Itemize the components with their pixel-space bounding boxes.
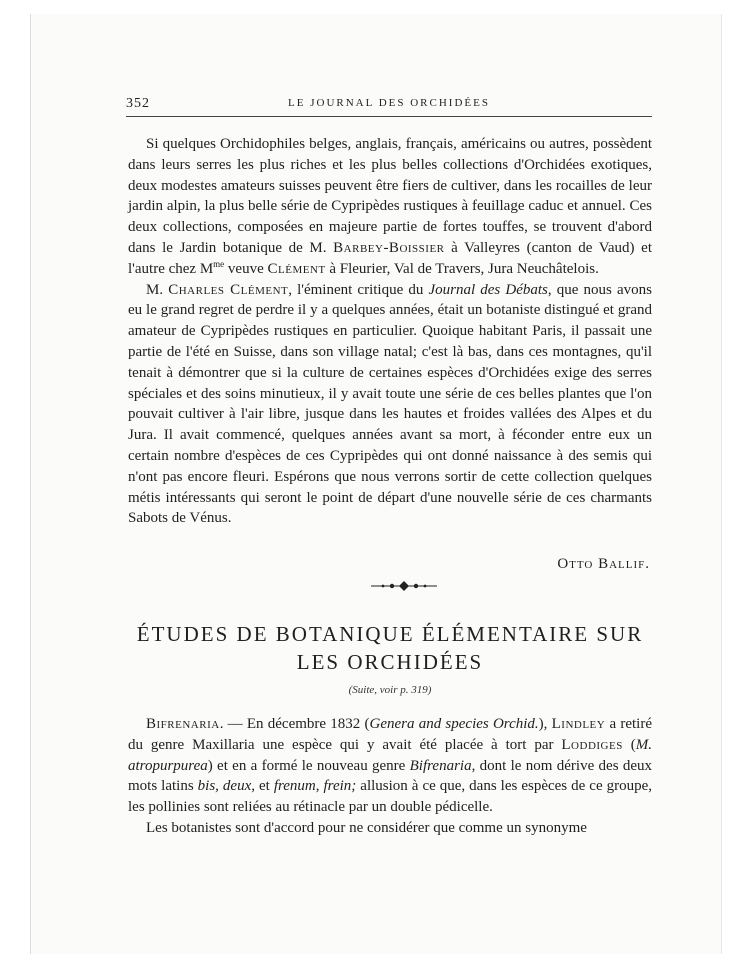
- text-run: . — En décembre 1832 (: [219, 716, 370, 732]
- text-run: Si quelques Orchidophiles belges, anglais, français, américains ou autres, possèdent dans leurs serres les plus riches et les plus belles collections d'Orchidées exotiques, deux modestes amateurs suisses peuvent être fiers de cultiver, dans les rocailles de leur jardin alpin, la plus belle série de Cypripèdes rustiques à feuillage caduc et annuel. Ces deux collections, composées en majeure partie de fortes touffes, se trouvent d'abord dans le Jardin botanique de M.: [128, 136, 652, 256]
- genus-name: Bifrenaria: [409, 757, 472, 774]
- text-run: a retiré du genre Maxillaria une espèce qui y avait été placée à tort par: [128, 716, 652, 753]
- latin-term: frenum, frein;: [273, 778, 357, 795]
- person-name: Charles Clément: [168, 281, 289, 298]
- running-title: LE JOURNAL DES ORCHIDÉES: [288, 97, 490, 109]
- paragraph: [128, 134, 652, 280]
- superscript: me: [213, 258, 225, 269]
- publication-title: Journal des Débats: [428, 281, 548, 298]
- genus-name: Bifrenaria: [146, 716, 220, 732]
- page-number: 352: [126, 96, 150, 111]
- text-run: veuve: [224, 260, 268, 277]
- article-body: [128, 134, 652, 529]
- page-header: [126, 94, 652, 117]
- paragraph: [128, 714, 652, 818]
- text-run: et: [255, 778, 274, 795]
- text-run: M.: [146, 281, 169, 298]
- section-subtitle: (Suite, voir p. 319): [348, 684, 432, 696]
- species-name: M. atropurpurea: [128, 736, 652, 774]
- person-name: Clément: [267, 260, 326, 277]
- text-run: , l'éminent critique du: [288, 281, 429, 298]
- person-name: Barbey-Boissier: [333, 239, 445, 256]
- latin-term: bis, deux,: [197, 778, 255, 795]
- ornamental-divider: [371, 580, 437, 592]
- text-run: ) et en a formé le nouveau genre: [207, 757, 410, 774]
- paragraph: [128, 818, 652, 839]
- text-run: Les botanistes sont d'accord pour ne considérer que comme un synonyme: [146, 819, 587, 836]
- text-run: ),: [538, 716, 552, 732]
- text-run: à Valleyres (canton de Vaud) et l'autre chez M: [128, 239, 652, 277]
- publication-title: Genera and species Orchid.: [369, 716, 539, 732]
- text-run: allusion à ce que, dans les espèces de ce groupe, les pollinies sont reliées au rétinacle par un double pédicelle.: [128, 778, 653, 816]
- author-signature: Otto Ballif.: [557, 556, 650, 572]
- section-title: ÉTUDES DE BOTANIQUE ÉLÉMENTAIRE SUR LES ORCHIDÉES: [136, 622, 644, 674]
- person-name: Lindley: [551, 716, 606, 732]
- paragraph: [128, 280, 652, 530]
- text-run: , que nous avons eu le grand regret de perdre il y a quelques années, était un botaniste distingué et grand amateur de Cypripèdes rustiques en particulier. Quoique habitant Paris, il passait une partie de l'été en Suisse, dans son village natal; c'est là bas, dans ces montagnes, qu'il tenait à démontrer que si la culture de certaines espèces d'Orchidées exige des serres spéciales et des soins minutieux, il y avait toute une série de ces belles plantes que l'on pouvait cultiver à l'air libre, jusque dans les hautes et froides vallées des Alpes et du Jura. Il avait commencé, quelques années avant sa mort, à féconder entre eux un certain nombre d'espèces de ces Cypripèdes qui ont donné naissance à des semis qui n'ont pas encore fleuri. Espérons que nous verrons sortir de cette collection quelques métis intéressants qui seront le point de départ d'une nouvelle série de ces charmants Sabots de Vénus.: [128, 281, 652, 527]
- text-run: (: [622, 736, 636, 753]
- person-name: Loddiges: [561, 736, 623, 753]
- section-body: [128, 714, 652, 839]
- text-run: à Fleurier, Val de Travers, Jura Neuchâtelois.: [325, 260, 599, 277]
- text-run: , dont le nom dérive des deux mots latins: [128, 757, 653, 795]
